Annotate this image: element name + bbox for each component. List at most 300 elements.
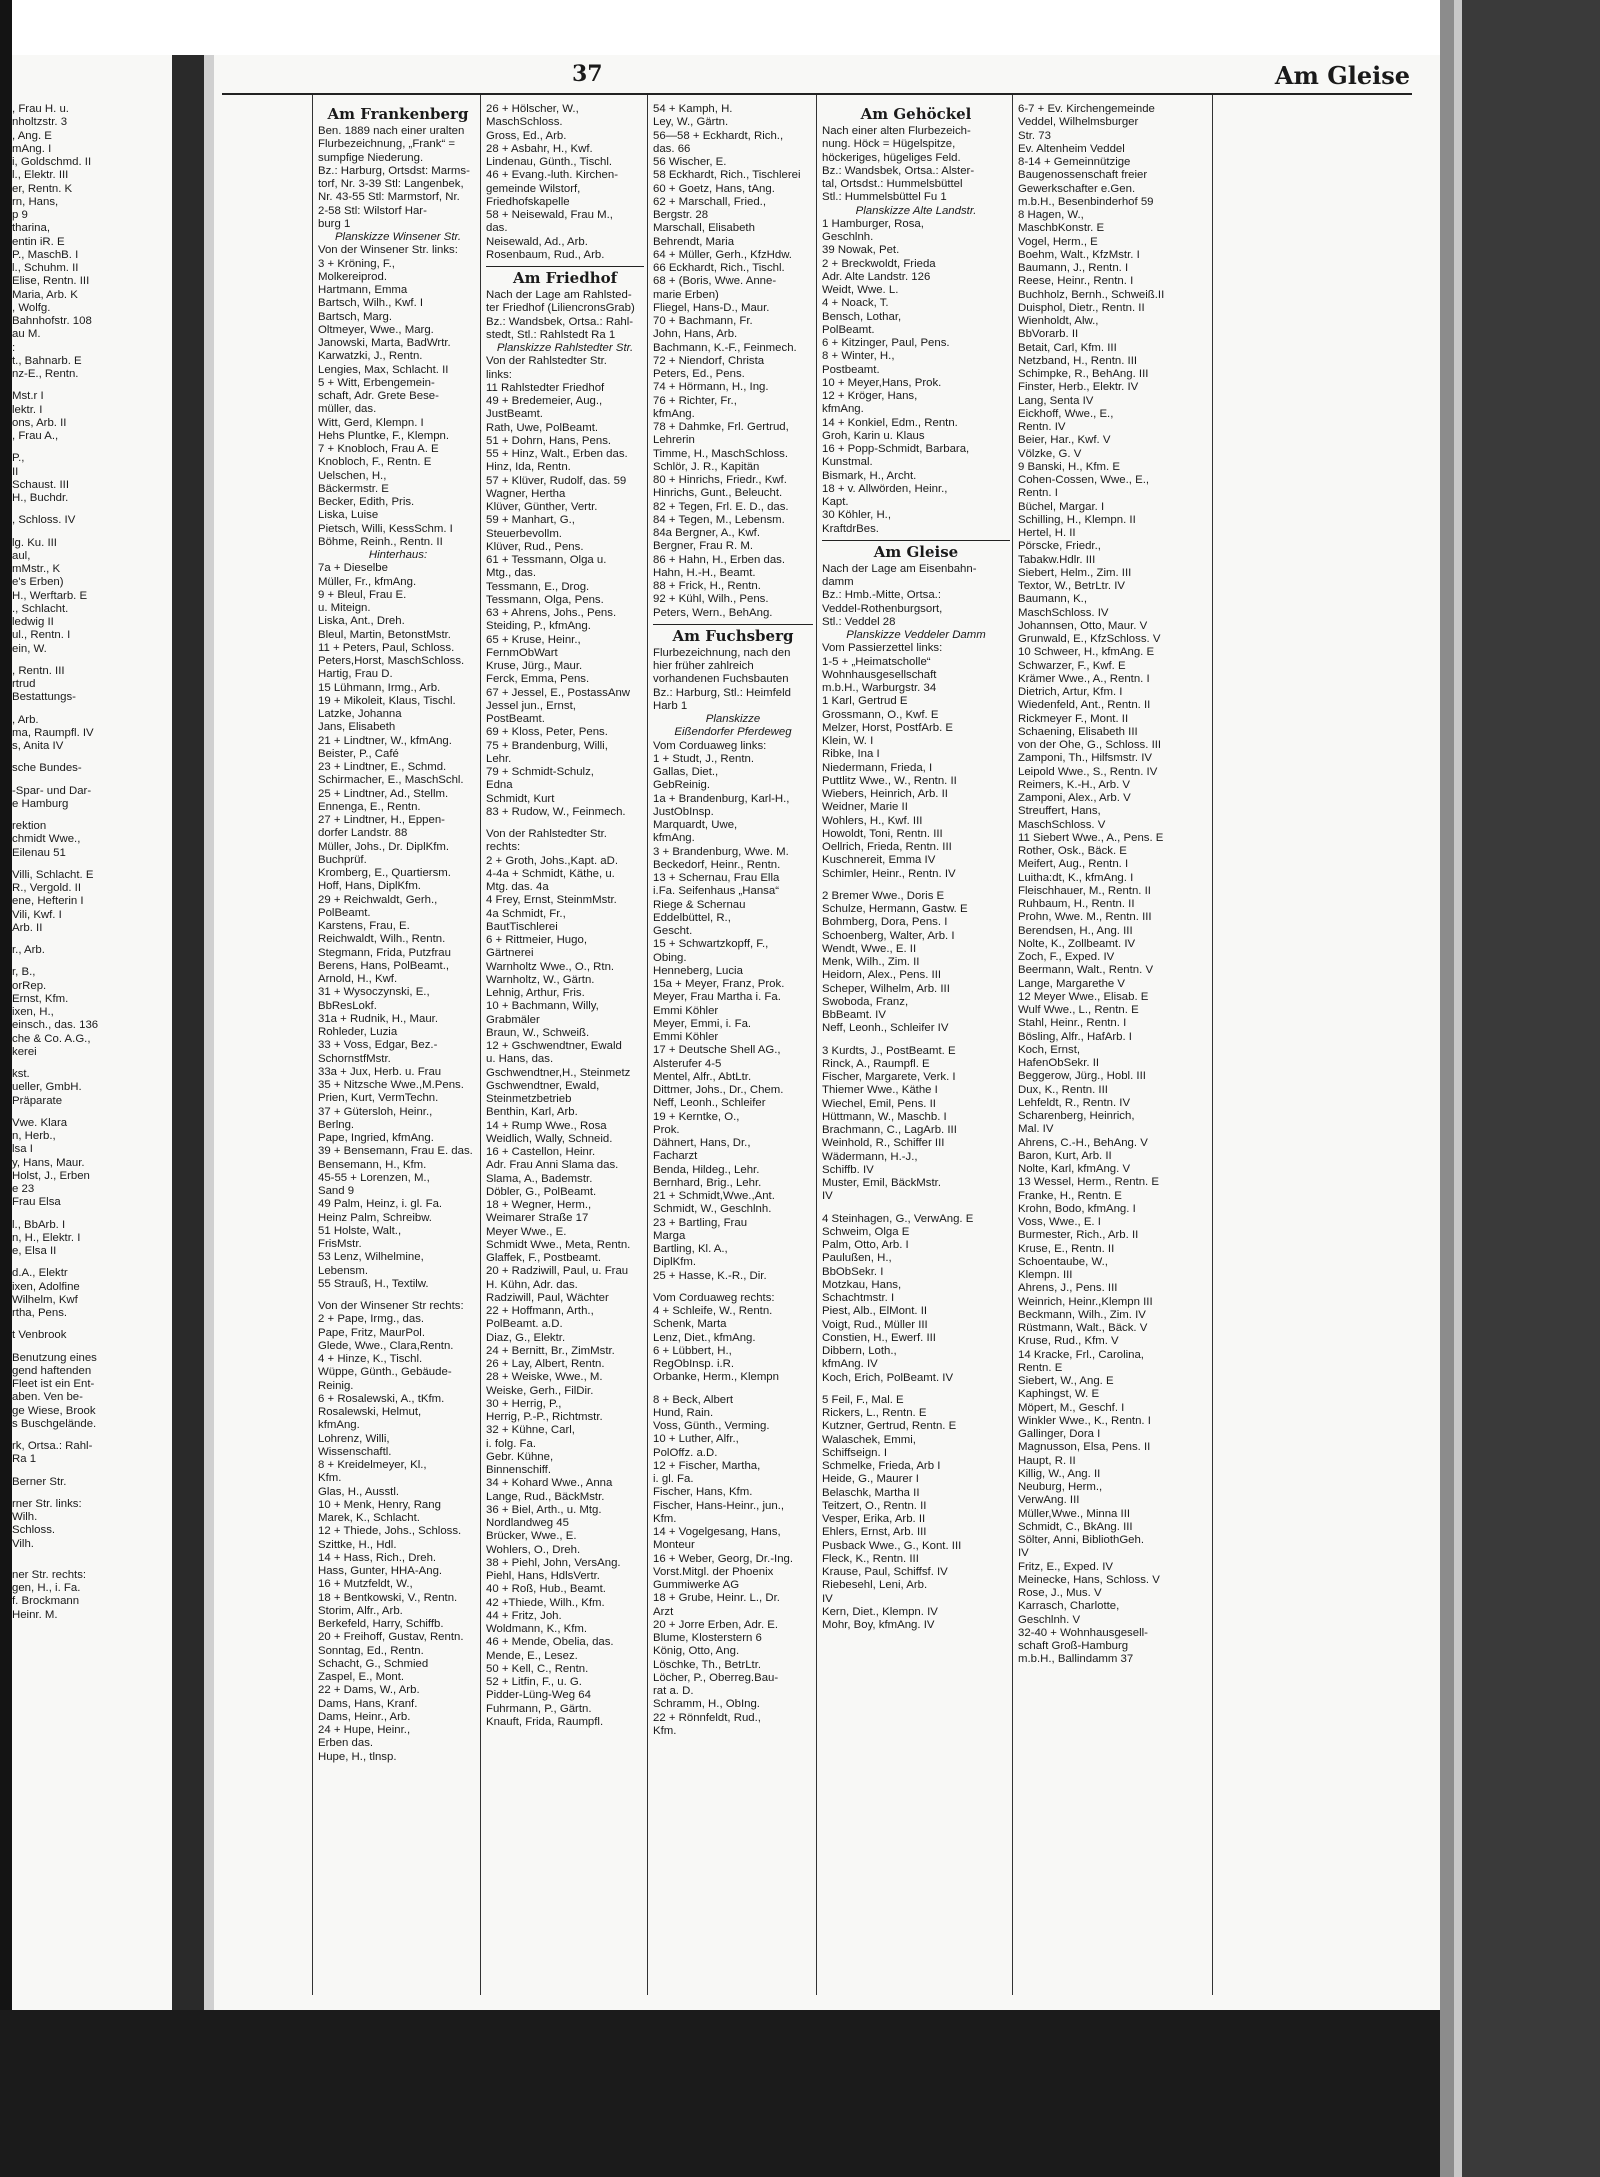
entry-line: 32 + Kühne, Carl, <box>486 1424 575 1437</box>
entry-line: 49 Palm, Heinz, i. gl. Fa. <box>318 1198 443 1211</box>
entry-line: Erben das. <box>318 1737 374 1750</box>
entry-line: Dams, Hans, Kranf. <box>318 1697 418 1710</box>
entry-line: müller, das. <box>318 403 377 416</box>
entry-line: 58 + Neisewald, Frau M., <box>486 209 613 221</box>
entry-line: 10 + Menk, Henry, Rang <box>318 1498 441 1511</box>
entry-line: 38 + Piehl, John, VersAng. <box>486 1556 621 1569</box>
entry-line: 4-4a + Schmidt, Käthe, u. <box>486 867 615 880</box>
entry-line: Kapt. <box>822 496 849 508</box>
entry-line: i. folg. Fa. <box>486 1437 537 1450</box>
entry-line: 18 + Bentkowski, V., Rentn. <box>318 1591 458 1604</box>
entry-line: kfmAng. <box>318 1419 360 1432</box>
entry-line: Bz.: Harburg, Ortsdst: Marms- <box>318 164 470 177</box>
entry-line: Eickhoff, Wwe., E., <box>1018 407 1114 420</box>
entry-line: 5 + Witt, Erbengemein- <box>318 376 435 389</box>
entry-line: FrisMstr. <box>318 1238 362 1250</box>
entry-line: 6 + Rittmeier, Hugo, <box>486 934 587 946</box>
entry-line: 1a + Brandenburg, Karl-H., <box>653 792 790 805</box>
entry-line: n, Herb., <box>12 1130 56 1142</box>
entry-line: Rickmeyer F., Mont. II <box>1018 712 1129 725</box>
entry-line: u. Miteign. <box>318 602 371 614</box>
entry-line: 88 + Frick, H., Rentn. <box>653 580 761 592</box>
entry-line: Hoff, Hans, DiplKfm. <box>318 880 421 893</box>
entry-line: Wagner, Hertha <box>486 487 566 500</box>
entry-line: Eddelbüttel, R., <box>653 911 731 924</box>
entry-line: Zamponi, Alex., Arb. V <box>1018 792 1131 804</box>
entry-line: Rentn. E <box>1018 1361 1063 1374</box>
entry-line: f. Brockmann <box>12 1595 80 1608</box>
entry-line: Ben. 1889 nach einer uralten <box>318 125 465 137</box>
street-column-3 <box>653 103 813 1738</box>
entry-line: 2 + Pape, Irmg., das. <box>318 1313 425 1326</box>
entry-line: 23 + Lindtner, E., Schmd. <box>318 761 447 773</box>
entry-line: Nach einer alten Flurbezeich- <box>822 125 971 137</box>
entry-line: Janowski, Marta, BadWrtr. <box>318 337 451 349</box>
entry-line: rn, Hans, <box>12 195 59 208</box>
entry-line: 11 + Peters, Paul, Schloss. <box>318 641 455 654</box>
entry-line: Hartig, Frau D. <box>318 668 393 681</box>
entry-line: Elise, Rentn. III <box>12 275 90 288</box>
entry-line: 14 + Vogelgesang, Hans, <box>653 1526 781 1538</box>
entry-line: ter Friedhof (LiliencronsGrab) <box>486 302 635 315</box>
entry-line: P., <box>12 452 25 465</box>
entry-line: Marschall, Elisabeth <box>653 222 755 235</box>
entry-line: John, Hans, Arb. <box>653 328 738 341</box>
entry-line: r., Arb. <box>12 944 45 956</box>
entry-line: Howoldt, Toni, Rentn. III <box>822 827 943 840</box>
entry-line: BbObSekr. I <box>822 1265 884 1278</box>
entry-line: Kruse, Rud., Kfm. V <box>1018 1335 1119 1348</box>
entry-line: Vom Corduaweg links: <box>653 739 767 752</box>
entry-line: Rosenbaum, Rud., Arb. <box>486 248 605 261</box>
entry-line: Bismark, H., Archt. <box>822 469 917 482</box>
spacer <box>12 443 170 452</box>
entry-line: s Buschgelände. <box>12 1417 97 1430</box>
entry-line: 37 + Gütersloh, Heinr., <box>318 1105 433 1118</box>
scan-bottom-border <box>0 2010 1440 2177</box>
entry-line: 15 + Schwartzkopff, F., <box>653 938 769 951</box>
entry-line: Adr. Alte Landstr. 126 <box>822 270 931 283</box>
entry-line: au M. <box>12 328 41 341</box>
entry-line: Stegmann, Frida, Putzfrau <box>318 946 451 959</box>
plan-sketch-note: Planskizze Veddeler Damm <box>846 629 986 641</box>
entry-line: 12 + Gschwendtner, Ewald <box>486 1040 622 1052</box>
entry-line: H., Buchdr. <box>12 492 69 504</box>
entry-line: Flurbezeichnung, nach den <box>653 646 791 659</box>
entry-line: nholtzstr. 3 <box>12 116 68 129</box>
entry-line: 39 Nowak, Pet. <box>822 244 900 257</box>
entry-line: 79 + Schmidt-Schulz, <box>486 766 594 778</box>
entry-line: Riege & Schernau <box>653 898 746 911</box>
spacer <box>653 1283 813 1292</box>
entry-line: chmidt Wwe., <box>12 833 81 846</box>
entry-line: Von der Winsener Str rechts: <box>318 1300 464 1312</box>
entry-line: Mtg. das. 4a <box>486 881 549 893</box>
street-heading: Am Gehöckel <box>860 105 972 123</box>
entry-line: Weiske, Gerh., FilDir. <box>486 1384 594 1397</box>
entry-line: 46 + Mende, Obelia, das. <box>486 1636 614 1649</box>
entry-line: Lebensm. <box>318 1264 369 1277</box>
entry-line: gemeinde Wilstorf, <box>486 182 581 195</box>
entry-line: Neff, Leonh., Schleifer IV <box>822 1022 949 1035</box>
entry-line: 65 + Kruse, Heinr., <box>486 633 581 646</box>
column-rule <box>1212 95 1213 1995</box>
entry-line: 33a + Jux, Herb. u. Frau <box>318 1065 442 1078</box>
entry-line: 64 + Müller, Gerh., KfzHdw. <box>653 248 792 261</box>
entry-line: hier früher zahlreich <box>653 660 754 672</box>
entry-line: 8 + Winter, H., <box>822 350 895 363</box>
entry-line: Orbanke, Herm., Klempn <box>653 1371 779 1384</box>
entry-line: Henneberg, Lucia <box>653 964 743 977</box>
entry-line: 84a Bergner, A., Kwf. <box>653 527 761 539</box>
entry-line: Duisphol, Dietr., Rentn. II <box>1018 301 1145 314</box>
entry-line: y, Hans, Maur. <box>12 1156 85 1169</box>
entry-line: 12 + Fischer, Martha, <box>653 1459 761 1472</box>
entry-line: Schmidt, W., Geschlnh. <box>653 1203 772 1216</box>
entry-line: BautTischlerei <box>486 920 558 933</box>
entry-line: 11 Rahlstedter Friedhof <box>486 381 605 394</box>
entry-line: 6 + Lübbert, H., <box>653 1344 732 1357</box>
entry-line: Haupt, R. II <box>1018 1454 1076 1467</box>
entry-line: 2 Bremer Wwe., Doris E <box>822 889 945 902</box>
entry-line: Lehnig, Arthur, Fris. <box>486 987 585 999</box>
entry-line: Warnholtz, W., Gärtn. <box>486 973 595 986</box>
entry-line: Schlör, J. R., Kapitän <box>653 460 760 473</box>
entry-line: entin iR. E <box>12 235 65 248</box>
entry-line: Kaphingst, W. E <box>1018 1388 1100 1401</box>
entry-line: 26 + Lay, Albert, Rentn. <box>486 1358 605 1370</box>
entry-line: Bartsch, Marg. <box>318 310 393 323</box>
entry-line: MaschSchloss. <box>486 116 563 129</box>
entry-line: SchornstfMstr. <box>318 1052 391 1065</box>
entry-line: Wilh. <box>12 1511 38 1523</box>
entry-line: , Wolfg. <box>12 301 51 314</box>
entry-line: Fischer, Margarete, Verk. I <box>822 1071 956 1083</box>
entry-line: Ferck, Emma, Pens. <box>486 673 590 686</box>
entry-line: Lehfeldt, R., Rentn. IV <box>1018 1096 1131 1109</box>
entry-line: Thiemer Wwe., Käthe I <box>822 1084 938 1097</box>
entry-line: 8 + Kreidelmeyer, Kl., <box>318 1459 427 1471</box>
entry-line: Reese, Heinr., Rentn. I <box>1018 275 1134 288</box>
entry-line: Brachmann, C., LagArb. III <box>822 1124 957 1136</box>
entry-line: 29 + Reichwaldt, Gerh., <box>318 893 438 906</box>
entry-line: Benthin, Karl, Arb. <box>486 1106 578 1119</box>
entry-line: Piest, Alb., ElMont. II <box>822 1305 928 1318</box>
entry-line: FernmObWart <box>486 646 558 659</box>
entry-line: Müller, Fr., kfmAng. <box>318 575 417 588</box>
entry-line: Berendsen, H., Ang. III <box>1018 924 1133 937</box>
entry-line: rner Str. links: <box>12 1497 82 1510</box>
entry-line: 60 + Goetz, Hans, tAng. <box>653 182 775 195</box>
entry-line: Wienholdt, Alw., <box>1018 315 1099 327</box>
entry-line: Löschke, Th., BetrLtr. <box>653 1658 762 1671</box>
plan-sketch-note: Planskizze Alte Landstr. <box>855 204 977 217</box>
entry-line: Von der Rahlstedter Str. <box>486 355 607 368</box>
entry-line: Bernhard, Brig., Lehr. <box>653 1176 762 1189</box>
entry-line: Burmester, Rich., Arb. II <box>1018 1229 1139 1242</box>
entry-line: 36 + Biel, Arth., u. Mtg. <box>486 1503 602 1516</box>
entry-line: Prien, Kurt, VermTechn. <box>318 1092 439 1105</box>
entry-line: 20 + Radziwill, Paul, u. Frau <box>486 1265 629 1278</box>
entry-line: lg. Ku. III <box>12 536 57 549</box>
entry-line: Karstens, Frau, E. <box>318 920 410 932</box>
entry-line: Str. 73 <box>1018 129 1051 142</box>
entry-line: Schweim, Olga E <box>822 1225 910 1238</box>
entry-line: PostBeamt. <box>486 713 545 725</box>
entry-line: Löcher, P., Oberreg.Bau- <box>653 1671 779 1684</box>
entry-line: 67 + Jessel, E., PostassAnw <box>486 686 631 699</box>
entry-line: Ahrens, C.-H., BehAng. V <box>1018 1136 1148 1149</box>
entry-line: ixen, H., <box>12 1006 54 1018</box>
entry-line: t Venbrook <box>12 1329 67 1342</box>
entry-line: Völzke, G. V <box>1018 447 1082 460</box>
entry-line: ner Str. rechts: <box>12 1568 87 1581</box>
entry-line: nz-E., Rentn. <box>12 368 79 380</box>
entry-line: mMstr., K <box>12 563 61 575</box>
entry-line: 16 + Mutzfeldt, W., <box>318 1578 413 1591</box>
entry-line: Heide, G., Maurer I <box>822 1473 919 1486</box>
entry-line: Müller,Wwe., Minna III <box>1018 1507 1131 1520</box>
entry-line: Reichwaldt, Wilh., Rentn. <box>318 933 446 946</box>
entry-line: Cohen-Cossen, Wwe., E., <box>1018 474 1150 486</box>
entry-line: Zaspel, E., Mont. <box>318 1671 405 1683</box>
entry-line: Schramm, H., ObIng. <box>653 1698 760 1711</box>
entry-line: Streuffert, Hans, <box>1018 805 1101 818</box>
entry-line: Constien, H., Ewerf. III <box>822 1331 936 1344</box>
entry-line: Lenz, Diet., kfmAng. <box>653 1331 756 1344</box>
entry-line: Veddel-Rothenburgsort, <box>822 602 943 615</box>
entry-line: Warnholtz Wwe., O., Rtn. <box>486 960 615 973</box>
entry-line: rektion <box>12 820 47 832</box>
spacer <box>12 1343 170 1352</box>
entry-line: 54 + Kamph, H. <box>653 103 733 115</box>
entry-line: Bergner, Frau R. M. <box>653 540 754 553</box>
entry-line: 80 + Hinrichs, Friedr., Kwf. <box>653 474 787 486</box>
entry-line: 44 + Fritz, Joh. <box>486 1609 562 1622</box>
entry-line: 58 Eckhardt, Rich., Tischlerei <box>653 169 801 182</box>
entry-line: Wiedenfeld, Ant., Rentn. II <box>1018 699 1151 712</box>
entry-line: dorfer Landstr. 88 <box>318 827 408 840</box>
spacer <box>12 811 170 820</box>
entry-line: Benutzung eines <box>12 1351 97 1364</box>
entry-line: kst. <box>12 1068 30 1080</box>
entry-line: Piehl, Hans, HdlsVertr. <box>486 1570 600 1582</box>
entry-line: Fleischhauer, M., Rentn. II <box>1018 884 1151 897</box>
entry-line: Geschlnh. V <box>1018 1613 1081 1626</box>
entry-line: Vilh. <box>12 1537 34 1550</box>
spacer <box>12 381 170 390</box>
entry-line: JustBeamt. <box>486 408 543 421</box>
entry-line: IV <box>822 1190 833 1203</box>
scan-left-border <box>0 0 12 2177</box>
entry-line: Klein, W. I <box>822 735 874 747</box>
entry-line: Wissenschaftl. <box>318 1445 392 1458</box>
entry-line: 7 + Knobloch, Frau A. E <box>318 443 439 455</box>
entry-line: Edna <box>486 779 513 792</box>
entry-line: 25 + Lindtner, Ad., Stellm. <box>318 787 449 800</box>
entry-line: 4 Frey, Ernst, SteinmMstr. <box>486 894 617 907</box>
spacer <box>822 1385 1010 1394</box>
entry-line: Obing. <box>653 951 687 964</box>
entry-line: 4 + Noack, T. <box>822 297 889 310</box>
entry-line: Rickers, L., Rentn. E <box>822 1407 927 1419</box>
entry-line: gend haftenden <box>12 1364 92 1377</box>
entry-line: 3 + Brandenburg, Wwe. M. <box>653 845 789 858</box>
entry-line: Schoentaube, W., <box>1018 1255 1108 1268</box>
entry-line: 32-40 + Wohnhausgesell- <box>1018 1626 1148 1639</box>
entry-line: Lohrenz, Willi, <box>318 1432 390 1445</box>
entry-line: BbVorarb. II <box>1018 328 1079 341</box>
entry-line: Schachtmstr. I <box>822 1292 895 1304</box>
spacer <box>12 1258 170 1267</box>
spacer <box>12 705 170 714</box>
entry-line: Beister, P., Café <box>318 747 399 760</box>
entry-line: Vesper, Erika, Arb. II <box>822 1513 926 1525</box>
spacer <box>12 860 170 869</box>
entry-line: Bz.: Wandsbek, Ortsa.: Alster- <box>822 164 975 177</box>
entry-line: Fischer, Hans, Kfm. <box>653 1486 753 1499</box>
entry-line: Schilling, H., Klempn. II <box>1018 513 1136 526</box>
entry-line: BbBeamt. IV <box>822 1009 886 1021</box>
entry-line: 2 + Groth, Johs.,Kapt. aD. <box>486 854 619 867</box>
entry-line: 1 + Studt, J., Rentn. <box>653 752 754 765</box>
street-column-1 <box>318 103 478 1764</box>
entry-line: Braun, W., Schweiß. <box>486 1026 590 1039</box>
entry-line: Rüstmann, Walt., Bäck. V <box>1018 1322 1148 1334</box>
entry-line: Wiechel, Emil, Pens. II <box>822 1097 936 1110</box>
entry-line: kfmAng. IV <box>822 1358 878 1371</box>
entry-line: 35 + Nitzsche Wwe.,M.Pens. <box>318 1079 464 1091</box>
entry-line: 66 Eckhardt, Rich., Tischl. <box>653 262 785 274</box>
directory-page <box>12 55 1440 2010</box>
entry-line: Teitzert, O., Rentn. II <box>822 1499 927 1512</box>
entry-line: 24 + Hupe, Heinr., <box>318 1724 411 1736</box>
entry-line: Monteur <box>653 1539 695 1552</box>
entry-line: Mtg., das. <box>486 567 537 580</box>
entry-line: 22 + Hoffmann, Arth., <box>486 1305 594 1317</box>
entry-line: l., BbArb. I <box>12 1218 66 1231</box>
entry-line: Oellrich, Frieda, Rentn. III <box>822 841 952 853</box>
entry-line: p 9 <box>12 209 28 221</box>
entry-line: e Hamburg <box>12 797 69 810</box>
entry-line: links: <box>486 368 512 381</box>
entry-line: Karrasch, Charlotte, <box>1018 1600 1120 1613</box>
column-rule <box>647 95 648 1995</box>
entry-line: , Arb. <box>12 713 39 726</box>
entry-line: Arzt <box>653 1605 674 1618</box>
entry-line: 10 + Luther, Alfr., <box>653 1433 739 1446</box>
entry-line: Schimpke, R., BehAng. III <box>1018 368 1149 380</box>
entry-line: Rother, Osk., Bäck. E <box>1018 845 1127 857</box>
entry-line: 72 + Niendorf, Christa <box>653 354 765 367</box>
entry-line: Bartsch, Wilh., Kwf. I <box>318 297 424 310</box>
entry-line: Beermann, Walt., Rentn. V <box>1018 964 1154 977</box>
entry-line: 56—58 + Eckhardt, Rich., <box>653 129 784 142</box>
column-rule <box>816 95 817 1995</box>
entry-line: Ribke, Ina I <box>822 748 880 761</box>
spacer <box>12 776 170 785</box>
entry-line: Tessmann, Olga, Pens. <box>486 593 604 606</box>
entry-line: 20 + Freihoff, Gustav, Rentn. <box>318 1631 464 1644</box>
entry-line: Pape, Ingried, kfmAng. <box>318 1132 434 1144</box>
entry-line: Hupe, H., tlnsp. <box>318 1750 397 1763</box>
entry-line: Heinz Palm, Schreibw. <box>318 1211 432 1224</box>
entry-line: Arnold, H., Kwf. <box>318 973 398 985</box>
entry-line: Weinhold, R., Schiffer III <box>822 1137 945 1150</box>
entry-line: Luitha:dt, K., kfmAng. I <box>1018 871 1134 884</box>
entry-line: 21 + Schmidt,Wwe.,Ant. <box>653 1190 775 1202</box>
entry-line: Glas, H., Ausstl. <box>318 1485 400 1498</box>
entry-line: e, Elsa II <box>12 1245 57 1257</box>
entry-line: MaschSchloss. IV <box>1018 606 1109 619</box>
entry-line: 40 + Roß, Hub., Beamt. <box>486 1583 606 1596</box>
street-heading: Am Gleise <box>822 540 1010 563</box>
entry-line: Vili, Kwf. I <box>12 908 62 921</box>
spacer <box>12 1489 170 1498</box>
entry-line: 20 + Jorre Erben, Adr. E. <box>653 1618 779 1631</box>
entry-line: PolBeamt. <box>318 906 371 919</box>
entry-line: Döbler, G., PolBeamt. <box>486 1185 597 1198</box>
entry-line: 1 Hamburger, Rosa, <box>822 217 924 230</box>
entry-line: Reinig. <box>318 1379 354 1392</box>
entry-line: Meinecke, Hans, Schloss. V <box>1018 1573 1160 1586</box>
entry-line: Belaschk, Martha II <box>822 1486 920 1499</box>
entry-line: Herrig, P.-P., Richtmstr. <box>486 1411 603 1423</box>
entry-line: , Rentn. III <box>12 664 65 677</box>
entry-line: JustObInsp. <box>653 805 714 818</box>
entry-line: Von der Rahlstedter Str. <box>486 828 607 840</box>
entry-line: Koch, Erich, PolBeamt. IV <box>822 1371 954 1384</box>
column-rule <box>1012 95 1013 1995</box>
entry-line: Bensemann, H., Kfm. <box>318 1158 427 1171</box>
entry-line: Meifert, Aug., Rentn. I <box>1018 858 1129 871</box>
entry-line: 10 + Meyer,Hans, Prok. <box>822 376 942 389</box>
entry-line: 83 + Rudow, W., Feinmech. <box>486 805 626 818</box>
entry-line: Hass, Gunter, HHA-Ang. <box>318 1565 443 1577</box>
entry-line: Meyer, Emmi, i. Fa. <box>653 1017 752 1030</box>
entry-line: 1-5 + „Heimatscholle“ <box>822 655 931 668</box>
entry-line: Baron, Kurt, Arb. II <box>1018 1149 1112 1162</box>
entry-line: Ev. Altenheim Veddel <box>1018 142 1125 155</box>
entry-line: Kfm. <box>653 1512 677 1525</box>
entry-line: 78 + Dahmke, Frl. Gertrud, <box>653 421 789 433</box>
entry-line: Prok. <box>653 1123 680 1136</box>
entry-line: 86 + Hahn, H., Erben das. <box>653 553 786 566</box>
entry-line: Von der Winsener Str. links: <box>318 244 458 257</box>
entry-line: u. Hans, das. <box>486 1053 554 1066</box>
entry-line: Kfm. <box>653 1724 677 1737</box>
entry-line: 52 + Litfin, F., u. G. <box>486 1676 582 1688</box>
entry-line: Nordlandweg 45 <box>486 1517 569 1529</box>
entry-line: 14 Kracke, Frl., Carolina, <box>1018 1348 1144 1361</box>
entry-line: Gallas, Diet., <box>653 766 719 778</box>
entry-line: kfmAng. <box>822 403 864 416</box>
entry-line: Boehm, Walt., KfzMstr. I <box>1018 248 1140 261</box>
entry-line: Weimarer Straße 17 <box>486 1212 589 1225</box>
entry-line: Rath, Uwe, PolBeamt. <box>486 421 599 434</box>
entry-line: Lindenau, Günth., Tischl. <box>486 156 613 168</box>
entry-line: Hinrichs, Gunt., Beleucht. <box>653 487 783 500</box>
entry-line: Peters, Wern., BehAng. <box>653 606 773 619</box>
street-heading: Am Friedhof <box>486 266 644 289</box>
entry-line: Knobloch, F., Rentn. E <box>318 456 432 469</box>
entry-line: IV <box>1018 1547 1029 1560</box>
spacer <box>12 505 170 514</box>
entry-line: ons, Arb. II <box>12 416 67 429</box>
entry-line: Peters, Ed., Pens. <box>653 368 745 380</box>
entry-line: Nach der Lage am Rahlsted- <box>486 289 632 301</box>
entry-line: ene, Hefterin I <box>12 895 84 908</box>
